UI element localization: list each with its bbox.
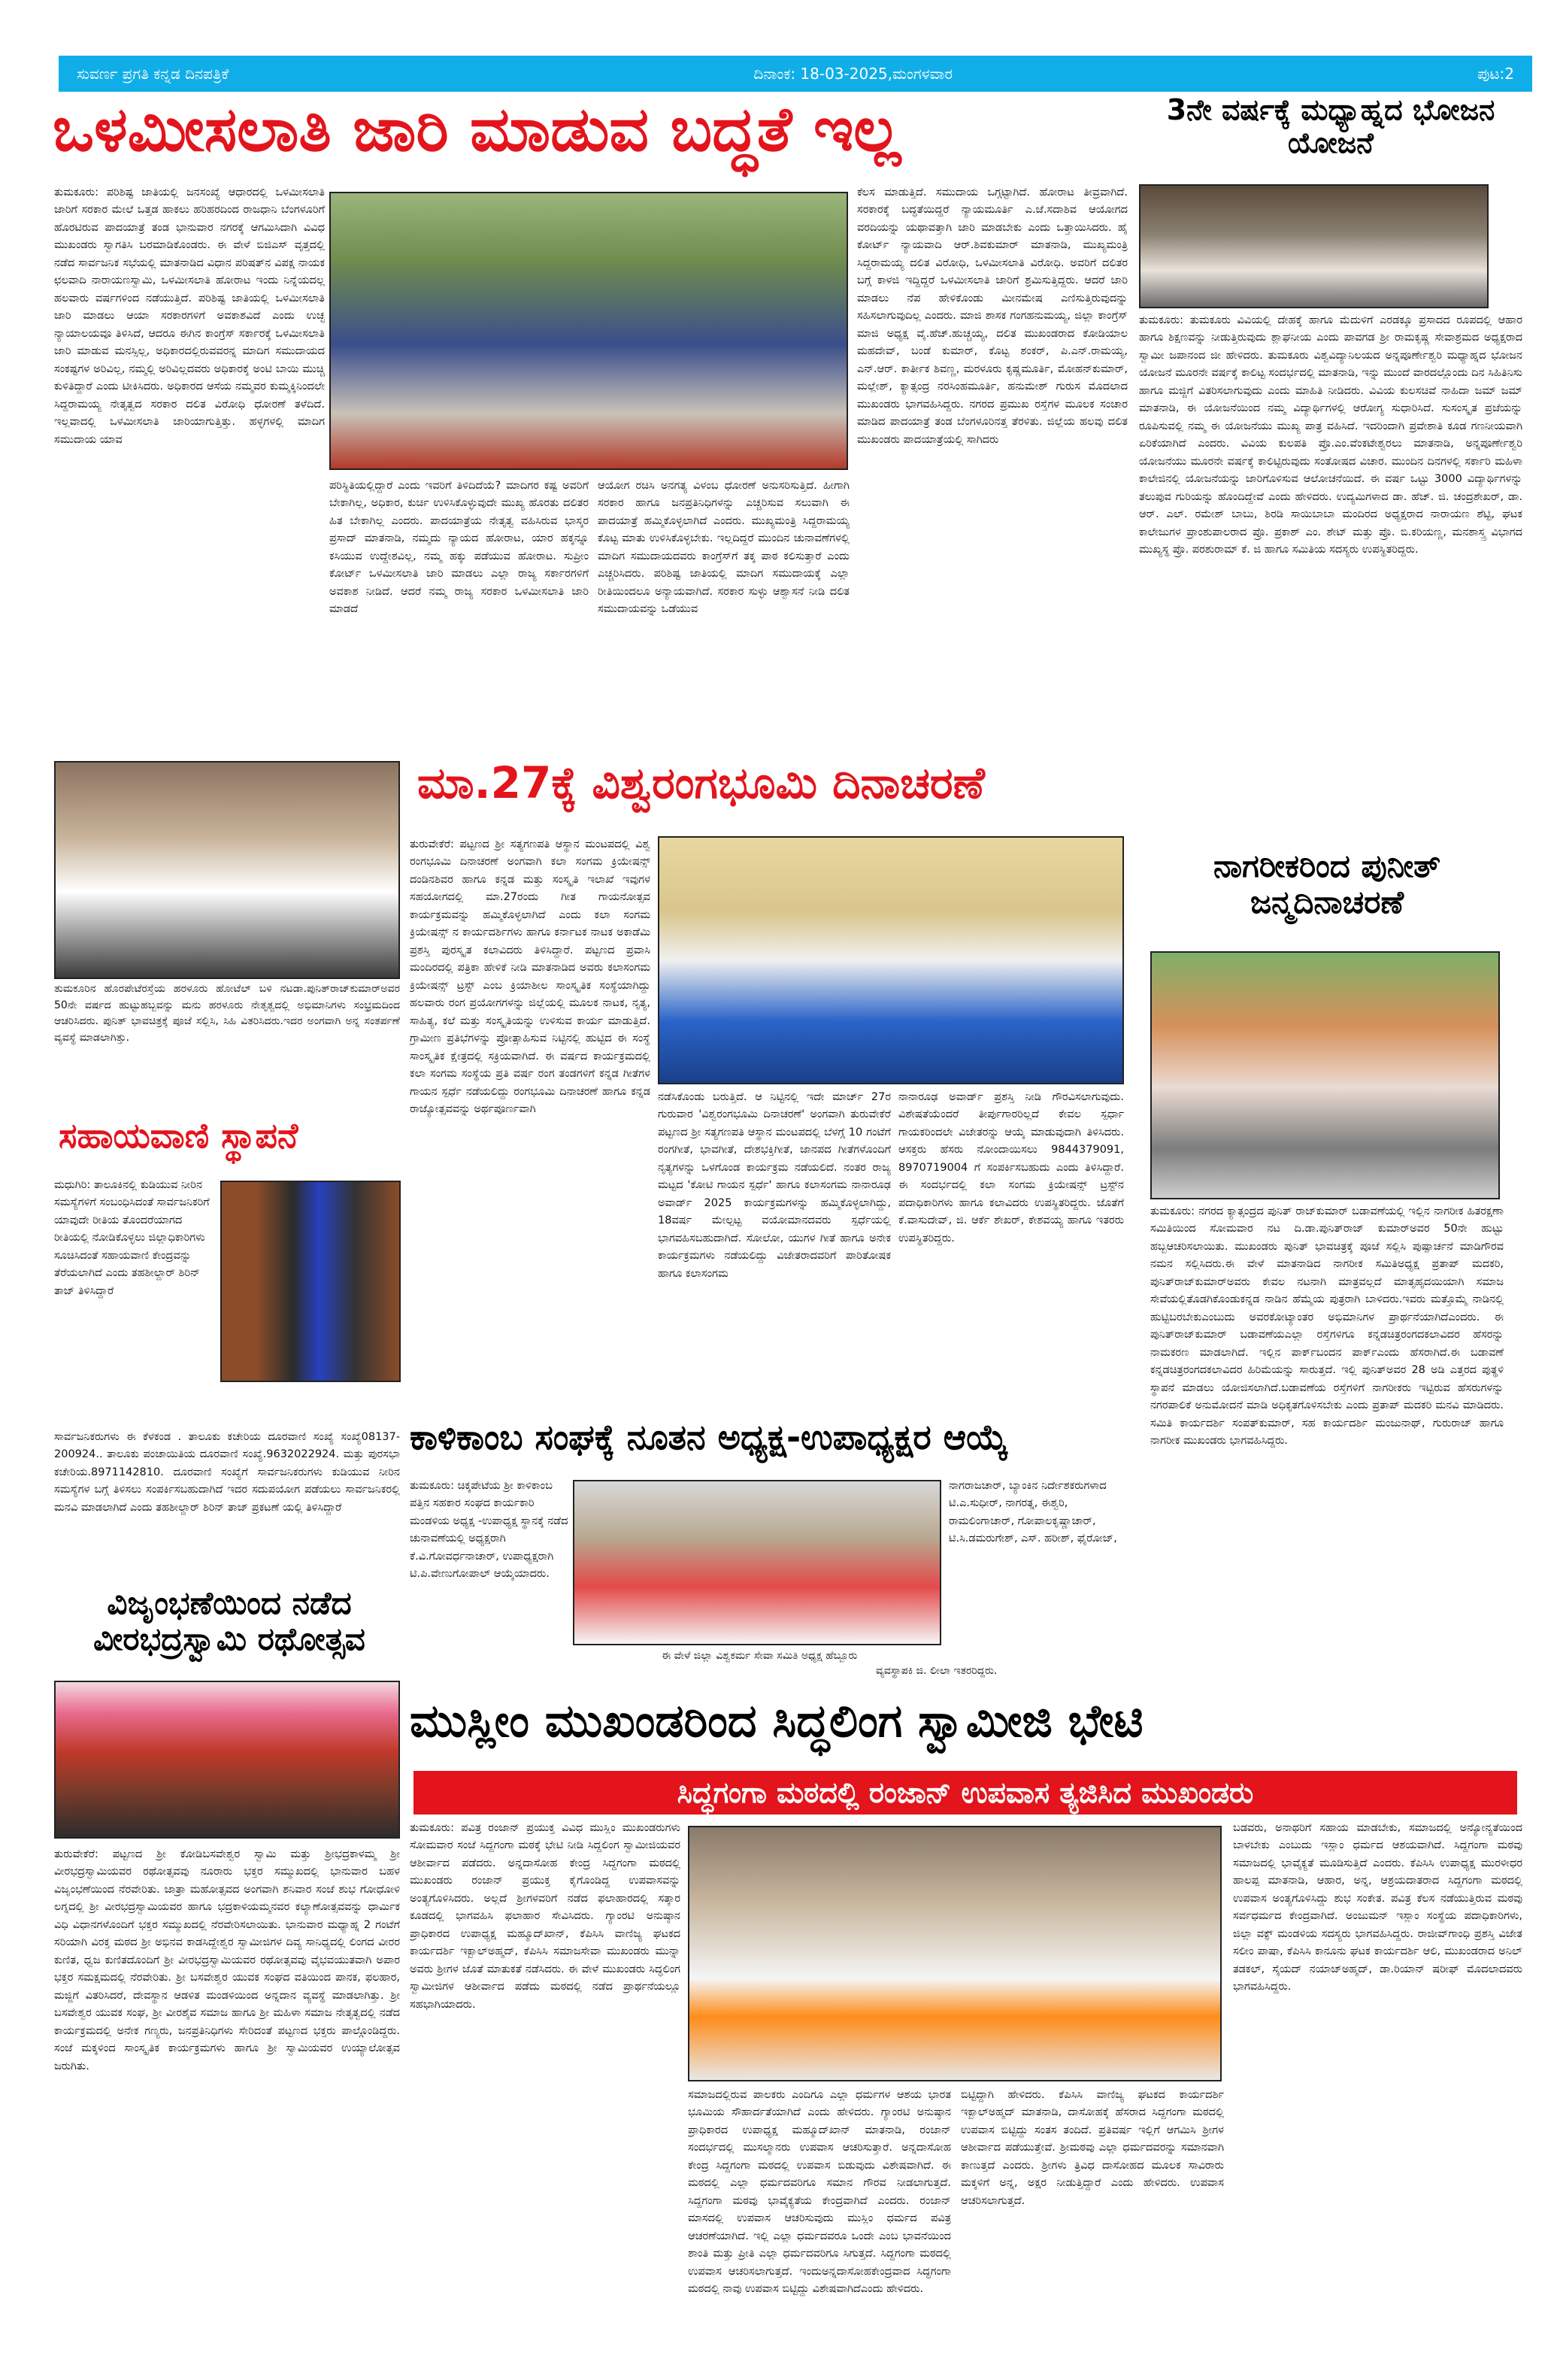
kalikamba-caption: ಈ ವೇಳೆ ಜಿಲ್ಲಾ ವಿಶ್ವಕರ್ಮ ಸೇವಾ ಸಮಿತಿ ಅಧ್ಯಕ್ಷ ಹೆಬ್ಬೂರು [662,1650,858,1662]
lead-headline: ಒಳಮೀಸಲಾತಿ ಜಾರಿ ಮಾಡುವ ಬದ್ಧತೆ ಇಲ್ಲ [53,96,901,165]
rathotsava-article: ತುರುವೇಕೆರೆ: ಪಟ್ಟಣದ ಶ್ರೀ ಕೋಡಿಬಸವೇಶ್ವರ ಸ್ವಾಮಿ ಮತ್ತು ಶ್ರೀಭದ್ರಕಾಳಮ್ಮ ಶ್ರೀ ವೀರಭದ್ರಸ್ವಾಮಿಯವರ ರಥೋತ್ಸವವು ನೂರಾರು ಭಕ್ತರ ಸಮ್ಮುಖದಲ್ಲಿ ಭಾನುವಾರ ಬಹಳ ವಿಜೃಂಭಣೆಯಿಂದ ನೆರವೇರಿತು. ಜಾತ್ರಾ ಮಹೋತ್ಸವದ ಅಂಗವಾಗಿ ಶನಿವಾರ ಸಂಜೆ ಶುಭ ಗೋಧೋಳಿ ಲಗ್ನದಲ್ಲಿ ಶ್ರೀ ವೀರಭದ್ರಸ್ವಾಮಿಯವರ ಹಾಗೂ ಭದ್ರಕಾಳಿಯಮ್ಮನವರ ಕಲ್ಯಾಣೋತ್ಸವವನ್ನು ಧಾರ್ಮಿಕ ವಿಧಿ ವಿಧಾನಗಳೊಂದಿಗೆ ಭಕ್ತರ ಸಮ್ಮುಖದಲ್ಲಿ ನೆರವೇರಿಸಲಾಯಿತು. ಭಾನುವಾರ ಮಧ್ಯಾಹ್ನ 2 ಗಂಟೆಗೆ ಸರಿಯಾಗಿ ವಿರಕ್ತ ಮಠದ ಶ್ರೀ ಅಭಿನವ ಕಾಡಸಿದ್ದೇಶ್ವರ ಸ್ವಾಮೀಜಿಗಳ ದಿವ್ಯ ಸಾನಿಧ್ಯದಲ್ಲಿ ಲಿಂಗದ ವೀರರ ಕುಣಿತ, ಧ್ವಜ ಕುಣಿತದೊಂದಿಗೆ ಶ್ರೀ ವೀರಭದ್ರಸ್ವಾಮಿಯವರ ರಥೋತ್ಸವವು ವೈಭವಯುತವಾಗಿ ಅಪಾರ ಭಕ್ತರ ಸಮಕ್ಷಮದಲ್ಲಿ ನೆರವೇರಿತು. ಶ್ರೀ ಬಸವೇಶ್ವರ ಯುವಕ ಸಂಘದ ವತಿಯಿಂದ ಪಾನಕ, ಫಲಹಾರ, ಮಜ್ಜಿಗೆ ವಿತರಿಸಿದರೆ, ದೇವಸ್ಥಾನ ಆಡಳಿತ ಮಂಡಳಿಯಿಂದ ಅನ್ನದಾನ ವ್ಯವಸ್ಥೆ ಮಾಡಲಾಗಿತ್ತು. ಶ್ರೀ ಬಸವೇಶ್ವರ ಯುವಕ ಸಂಘ, ಶ್ರೀ ವೀರಶೈವ ಸಮಾಜ ಹಾಗೂ ಶ್ರೀ ಮಹಿಳಾ ಸಮಾಜ ನೇತೃತ್ವದಲ್ಲಿ ನಡೆದ ಕಾರ್ಯಕ್ರಮದಲ್ಲಿ ಅನೇಕ ಗಣ್ಯರು, ಜನಪ್ರತಿನಿಧಿಗಳು ಸೇರಿದಂತೆ ಪಟ್ಟಣದ ಭಕ್ತರು ಪಾಲ್ಗೊಂಡಿದ್ದರು. ಸಂಜೆ ಮಕ್ಕಳಿಂದ ಸಾಂಸ್ಕೃತಿಕ ಕಾರ್ಯಕ್ರಮಗಳು ಹಾಗೂ ಶ್ರೀ ಸ್ವಾಮಿಯವರ ಉಯ್ಯಾಲೋತ್ಸವ ಜರುಗಿತು. [54,1848,400,2072]
rathotsava-photo [54,1681,400,1839]
kalikamba-tail: ವ್ಯವಸ್ಥಾಪಕಿ ಜಿ. ಲೀಲಾ ಇತರರಿದ್ದರು. [876,1665,998,1677]
siddaganga-article-col4: ಬಡವರು, ಅನಾಥರಿಗೆ ಸಹಾಯ ಮಾಡಬೇಕು, ಸಮಾಜದಲ್ಲಿ ಅನ್ಯೋನ್ಯತೆಯಿಂದ ಬಾಳಬೇಕು ಎಂಬುದು ಇಸ್ಲಾಂ ಧರ್ಮದ ಆಶಯವಾಗಿದೆ. ಸಿದ್ದಗಂಗಾ ಮಠವು ಸಮಾಜದಲ್ಲಿ ಭಾವೈಕ್ಯತೆ ಮೂಡಿಸುತ್ತಿದೆ ಎಂದರು. ಕೆಪಿಸಿಸಿ ಉಪಾಧ್ಯಕ್ಷ ಮುರಳೀಧರ ಹಾಲಪ್ಪ ಮಾತನಾಡಿ, ಆಹಾರ, ಅನ್ನ, ಆಶ್ರಯದಾತರಾದ ಸಿದ್ದಗಂಗಾ ಮಠದಲ್ಲಿ ಉಪವಾಸ ಅಂತ್ಯಗೊಳಿಸಿದ್ದು ಶುಭ ಸಂಕೇತ. ಪವಿತ್ರ ಕೆಲಸ ನಡೆಯುತ್ತಿರುವ ಮಠವು ಸರ್ವಧರ್ಮದ ಕೇಂದ್ರವಾಗಿದೆ. ಅಂಜುಮನ್ ಇಸ್ಲಾಂ ಸಂಸ್ಥೆಯ ಪದಾಧಿಕಾರಿಗಳು, ಜಿಲ್ಲಾ ವಕ್ಫ್ ಮಂಡಳಿಯ ಸದಸ್ಯರು ಭಾಗವಹಿಸಿದ್ದರು. ರಾಜೀವ್‌ಗಾಂಧಿ ಪ್ರಶಸ್ತಿ ವಿಜೇತ ಸಲೀಂ ಪಾಷಾ, ಕೆಪಿಸಿಸಿ ಕಾನೂನು ಘಟಕ ಕಾರ್ಯದರ್ಶಿ ಆಲಿ, ಮುಖಂಡರಾದ ಅನಿಲ್ ತಡಕಲ್, ಸೈಯದ್ ನಯಾಜ್‌ಅಹ್ಮದ್, ಡಾ.ರಿಯಾನ್ ಷರೀಫ್ ಮೊದಲಾದವರು ಭಾಗವಹಿಸಿದ್ದರು. [1233,1822,1522,1993]
lunch-headline: 3ನೇ ವರ್ಷಕ್ಕೆ ಮಧ್ಯಾಹ್ನದ ಭೋಜನ ಯೋಜನೆ [1166,93,1495,159]
kalikamba-photo [573,1480,941,1645]
kalikamba-article-left: ತುಮಕೂರು: ಚಿಕ್ಕಪೇಟೆಯ ಶ್ರೀ ಕಾಳಿಕಾಂಬ ಪತ್ತಿನ ಸಹಕಾರ ಸಂಘದ ಕಾರ್ಯಕಾರಿ ಮಂಡಳಿಯ ಅಧ್ಯಕ್ಷ -ಉಪಾಧ್ಯಕ್ಷ ಸ್ಥಾನಕ್ಕೆ ನಡೆದ ಚುನಾವಣೆಯಲ್ಲಿ ಅಧ್ಯಕ್ಷರಾಗಿ ಕೆ.ವಿ.ಗೋವರ್ಧನಾಚಾರ್, ಉಪಾಧ್ಯಕ್ಷರಾಗಿ ಟಿ.ಪಿ.ವೇಣುಗೋಪಾಲ್ ಆಯ್ಕೆಯಾದರು. [410,1480,568,1581]
issue-date: ದಿನಾಂಕ: 18-03-2025,ಮಂಗಳವಾರ [753,65,953,83]
lead-photo-rally [329,192,848,470]
puneeth-civic-photo [1150,951,1500,1199]
siddaganga-headline: ಮುಸ್ಲೀಂ ಮುಖಂಡರಿಂದ ಸಿದ್ಧಲಿಂಗ ಸ್ವಾಮೀಜಿ ಭೇಟಿ [410,1696,1144,1748]
theatre-photo [658,836,1124,1084]
theatre-headline: ಮಾ.27ಕ್ಕೆ ವಿಶ್ವರಂಗಭೂಮಿ ದಿನಾಚರಣೆ [417,759,985,808]
puneeth-hotel-caption: ತುಮಕೂರಿನ ಹೊರಪೇಟೆರಸ್ತೆಯ ಹರಳೂರು ಹೋಟೆಲ್ ಬಳಿ ನಟಡಾ.ಪುನಿತ್‌ರಾಜ್‌ಕುಮಾರ್‌ಅವರ 50ನೇ ವರ್ಷದ ಹುಟ್ಟುಹಬ್ಬವನ್ನು ಮನು ಹರಳೂರು ನೇತೃತ್ವದಲ್ಲಿ ಅಭಿಮಾನಿಗಳು ಸಂಭ್ರಮದಿಂದ ಆಚರಿಸಿದರು. ಪುನಿತ್ ಭಾವಚಿತ್ರಕ್ಕೆ ಪೂಜೆ ಸಲ್ಲಿಸಿ, ಸಿಹಿ ವಿತರಿಸಿದರು.ಇದರ ಅಂಗವಾಗಿ ಅನ್ನ ಸಂತರ್ಪಣೆ ವ್ಯವಸ್ಥೆ ಮಾಡಲಾಗಿತ್ತು. [54,983,400,1044]
puneeth-hotel-photo [54,761,400,979]
siddaganga-photo [688,1826,1222,2081]
puneeth-civic-article: ತುಮಕೂರು: ನಗರದ ಕ್ಯಾತ್ಸಂದ್ರದ ಪುನಿತ್ ರಾಜ್‌ಕುಮಾರ್ ಬಡಾವಣೆಯಲ್ಲಿ ಇಲ್ಲಿನ ನಾಗರೀಕ ಹಿತರಕ್ಷಣಾ ಸಮಿತಿಯಿಂದ ಸೋಮವಾರ ನಟ ದಿ.ಡಾ.ಪುನಿತ್‌ರಾಜ್ ಕುಮಾರ್‌ಅವರ 50ನೇ ಹುಟ್ಟು ಹಬ್ಬಆಚರಿಸಲಾಯಿತು. ಮುಖಂಡರು ಪುನಿತ್ ಭಾವಚಿತ್ರಕ್ಕೆ ಪೂಜೆ ಸಲ್ಲಿಸಿ ಪುಷ್ಪಾರ್ಚನೆ ಮಾಡಿಗೌರವ ನಮನ ಸಲ್ಲಿಸಿದರು.ಈ ವೇಳೆ ಮಾತನಾಡಿದ ನಾಗರೀಕ ಸಮಿತಿಅಧ್ಯಕ್ಷ ಪ್ರತಾಪ್ ಮದಕರಿ, ಪುನಿತ್‌ರಾಜ್‌ಕುಮಾರ್‌ಅವರು ಕೇವಲ ನಟನಾಗಿ ಮಾತ್ರವಲ್ಲದೆ ಮಾತೃಹೃದಯಿಯಾಗಿ ಸಮಾಜ ಸೇವೆಯಲ್ಲಿತೊಡಗಿಕೊಂಡುಕನ್ನಡ ನಾಡಿನ ಹೆಮ್ಮೆಯ ಪುತ್ರರಾಗಿ ಬಾಳಿದರು.ಇವರು ಮತ್ತೊಮ್ಮೆ ನಾಡಿನಲ್ಲಿ ಹುಟ್ಟಿಬರಬೇಕುಎಂಬುದು ಅವರಕೋಟ್ಯಾಂತರ ಅಭಿಮಾನಿಗಳ ಪ್ರಾರ್ಥನೆಯಾಗಿದೆಎಂದರು. ಈ ಪುನಿತ್‌ರಾಜ್‌ಕುಮಾರ್ ಬಡಾವಣೆಯಎಲ್ಲಾ ರಸ್ತೆಗಳಿಗೂ ಕನ್ನಡಚಿತ್ರರಂಗದಕಲಾವಿದರ ಹೆಸರನ್ನು ನಾಮಕರಣ ಮಾಡಲಾಗಿದೆ. ಇಲ್ಲಿನ ಪಾರ್ಕ್‌ಬಂದನ ಪಾರ್ಕ್‌ಎಂದು ಹೆಸರಾಗಿದೆ.ಈ ಬಡಾವಣೆ ಕನ್ನಡಚಿತ್ರರಂಗದಕಲಾವಿದರ ಹಿರಿಮೆಯನ್ನು ಸಾರುತ್ತದೆ. ಇಲ್ಲಿ ಪುನಿತ್‌ಅವರ 28 ಅಡಿ ಎತ್ತರದ ಪುತ್ಥಳಿ ಸ್ಥಾಪನೆ ಮಾಡಲು ಯೋಜಿಸಲಾಗಿದೆ.ಬಡಾವಣೆಯ ರಸ್ತೆಗಳಿಗೆ ನಾಗರೀಕರು ಇಟ್ಟಿರುವ ಹೆಸರುಗಳನ್ನು ನಗರಪಾಲಿಕೆ ಅನುಮೋದನೆ ಮಾಡಿ ಅಧಿಕೃತಗೊಳಿಸಬೇಕು ಎಂದು ಪ್ರತಾಪ್ ಮದಕರಿ ಮನವಿ ಮಾಡಿದರು. ಸಮಿತಿ ಕಾರ್ಯದರ್ಶಿ ಸಂಪತ್‌ಕುಮಾರ್, ಸಹ ಕಾರ್ಯದರ್ಶಿ ಮಂಜುನಾಥ್, ಗುರುರಾಜ್ ಹಾಗೂ ನಾಗರೀಕ ಮುಖಂಡರು ಭಾಗವಹಿಸಿದ್ದರು. [1150,1205,1504,1448]
paper-name: ಸುವರ್ಣ ಪ್ರಗತಿ ಕನ್ನಡ ದಿನಪತ್ರಿಕೆ [77,65,229,83]
masthead-bar [59,56,1532,92]
puneeth-civic-headline: ನಾಗರೀಕರಿಂದ ಪುನೀತ್ ಜನ್ಮದಿನಾಚರಣೆ [1213,847,1441,921]
siddaganga-subhead: ಸಿದ್ಧಗಂಗಾ ಮಠದಲ್ಲಿ ರಂಜಾನ್ ಉಪವಾಸ ತ್ಯಜಿಸಿದ ಮುಖಂಡರು [413,1771,1517,1815]
tahsildar-photo [220,1181,401,1382]
siddaganga-article-col3: ಬಿಟ್ಟಿದ್ದಾಗಿ ಹೇಳಿದರು. ಕೆಪಿಸಿಸಿ ವಾಣಿಜ್ಯ ಘಟಕದ ಕಾರ್ಯದರ್ಶಿ ಇಕ್ಬಾಲ್‌ಅಹ್ಮದ್ ಮಾತನಾಡಿ, ದಾಸೋಹಕ್ಕೆ ಹೆಸರಾದ ಸಿದ್ದಗಂಗಾ ಮಠದಲ್ಲಿ ಉಪವಾಸ ಬಿಟ್ಟಿದ್ದು ಸಂತಸ ತಂದಿದೆ. ಪ್ರತಿವರ್ಷ ಇಲ್ಲಿಗೆ ಆಗಮಿಸಿ ಶ್ರೀಗಳ ಆಶೀರ್ವಾದ ಪಡೆಯುತ್ತೇವೆ. ಶ್ರೀಮಠವು ಎಲ್ಲಾ ಧರ್ಮದವರನ್ನು ಸಮಾನವಾಗಿ ಕಾಣುತ್ತದೆ ಎಂದರು. ಶ್ರೀಗಳು ತ್ರಿವಿಧ ದಾಸೋಹದ ಮೂಲಕ ಸಾವಿರಾರು ಮಕ್ಕಳಿಗೆ ಅನ್ನ, ಅಕ್ಷರ ನೀಡುತ್ತಿದ್ದಾರೆ ಎಂದು ಹೇಳಿದರು. ಉಪವಾಸ ಆಚರಿಸಲಾಗುತ್ತದೆ. [961,2089,1224,2207]
lead-article-col2: ಪರಿಸ್ಥಿತಿಯಲ್ಲಿದ್ದಾರೆ ಎಂದು ಇವರಿಗೆ ತಿಳಿದಿದೆಯೆ? ಮಾದಿಗರ ಕಷ್ಟ ಅವರಿಗೆ ಬೇಕಾಗಿಲ್ಲ, ಅಧಿಕಾರ, ಕುರ್ಚಿ ಉಳಿಸಿಕೊಳ್ಳುವುದೇ ಮುಖ್ಯ ಹೊರತು ದಲಿತರ ಹಿತ ಬೇಕಾಗಿಲ್ಲ ಎಂದರು. ಪಾದಯಾತ್ರೆಯ ನೇತೃತ್ವ ವಹಿಸಿರುವ ಭಾಸ್ಕರ ಪ್ರಸಾದ್ ಮಾತನಾಡಿ, ನಮ್ಮದು ನ್ಯಾಯದ ಹೋರಾಟ, ಯಾರ ಹಕ್ಕನ್ನೂ ಕಸಿಯುವ ಉದ್ದೇಶವಿಲ್ಲ, ನಮ್ಮ ಹಕ್ಕು ಪಡೆಯುವ ಹೋರಾಟ. ಸುಪ್ರೀಂ ಕೋರ್ಟ್ ಒಳಮೀಸಲಾತಿ ಜಾರಿ ಮಾಡಲು ಎಲ್ಲಾ ರಾಜ್ಯ ಸರ್ಕಾರಗಳಿಗೆ ಅವಕಾಶ ನೀಡಿದೆ. ಆದರೆ ನಮ್ಮ ರಾಜ್ಯ ಸರಕಾರ ಒಳಮೀಸಲಾತಿ ಜಾರಿ ಮಾಡದೆ [329,480,589,616]
lead-article-col3: ಆಯೋಗ ರಚಿಸಿ ಅನಗತ್ಯ ವಿಳಂಬ ಧೋರಣೆ ಅನುಸರಿಸುತ್ತಿದೆ. ಹೀಗಾಗಿ ಸರಕಾರ ಹಾಗೂ ಜನಪ್ರತಿನಿಧಿಗಳನ್ನು ಎಚ್ಚರಿಸುವ ಸಲುವಾಗಿ ಈ ಪಾದಯಾತ್ರೆ ಹಮ್ಮಿಕೊಳ್ಳಲಾಗಿದೆ ಎಂದರು. ಮುಖ್ಯಮಂತ್ರಿ ಸಿದ್ದರಾಮಯ್ಯ ಕೊಟ್ಟ ಮಾತು ಉಳಿಸಿಕೊಳ್ಳಬೇಕು. ಇಲ್ಲದಿದ್ದರೆ ಮುಂದಿನ ಚುನಾವಣೆಗಳಲ್ಲಿ ಮಾದಿಗ ಸಮುದಾಯದವರು ಕಾಂಗ್ರೆಸ್‌ಗೆ ತಕ್ಕ ಪಾಠ ಕಲಿಸುತ್ತಾರೆ ಎಂದು ಎಚ್ಚರಿಸಿದರು. ಪರಿಶಿಷ್ಟ ಜಾತಿಯಲ್ಲಿ ಮಾದಿಗ ಸಮುದಾಯಕ್ಕೆ ಎಲ್ಲಾ ರೀತಿಯಿಂದಲೂ ಅನ್ಯಾಯವಾಗಿದೆ. ಸರಕಾರ ಸುಳ್ಳು ಆಶ್ವಾಸನೆ ನೀಡಿ ದಲಿತ ಸಮುದಾಯವನ್ನು ಒಡೆಯುವ [598,480,850,616]
lunch-photo [1139,184,1489,308]
rathotsava-headline: ವಿಜೃಂಭಣೆಯಿಂದ ನಡೆದ ವೀರಭದ್ರಸ್ವಾಮಿ ರಥೋತ್ಸವ [93,1584,365,1658]
kalikamba-article-right: ನಾಗರಾಜಚಾರ್, ಬ್ಯಾಂಕಿನ ನಿರ್ದೇಶಕರುಗಳಾದ ಟಿ.ಎ.ಸುಧೀರ್, ನಾಗರತ್ನ, ಈಶ್ವರಿ, ರಾಮಲಿಂಗಾಚಾರ್, ಗೋಪಾಲಕೃಷ್ಣಾಚಾರ್, ಟಿ.ಸಿ.ಡಮರುಗೇಶ್, ಎಸ್. ಹರೀಶ್, ಫೈರೋಜ್, [949,1480,1117,1545]
kalikamba-headline: ಕಾಳಿಕಾಂಬ ಸಂಘಕ್ಕೆ ನೂತನ ಅಧ್ಯಕ್ಷ-ಉಪಾಧ್ಯಕ್ಷರ ಆಯ್ಕೆ [410,1417,1008,1457]
helpline-headline: ಸಹಾಯವಾಣಿ ಸ್ಥಾಪನೆ [59,1117,298,1156]
theatre-article-col3: ನಾನಾರೂಢ ಅವಾರ್ಡ್ ಪ್ರಶಸ್ತಿ ನೀಡಿ ಗೌರವಿಸಲಾಗುವುದು. ವಿಶೇಷತೆಯೆಂದರೆ ತೀರ್ಪುಗಾರರಿಲ್ಲದೆ ಕೇವಲ ಸ್ಪರ್ಧಾ ಗಾಯಕರಿಂದಲೇ ವಿಜೇತರನ್ನು ಆಯ್ಕೆ ಮಾಡುವುದಾಗಿ ತಿಳಿಸಿದರು. ಆಸಕ್ತರು ಹೆಸರು ನೋಂದಾಯಿಸಲು 9844379091, 8970719004 ಗೆ ಸಂಪರ್ಕಿಸಬಹುದು ಎಂದು ತಿಳಿಸಿದ್ದಾರೆ. ಈ ಸಂದರ್ಭದಲ್ಲಿ ಕಲಾ ಸಂಗಮ ಕ್ರಿಯೇಷನ್ಸ್ ಟ್ರಸ್ಟ್‌ನ ಪದಾಧಿಕಾರಿಗಳು ಹಾಗೂ ಕಲಾವಿದರು ಉಪಸ್ಥಿತರಿದ್ದರು. ಜೊತೆಗೆ ಕೆ.ವಾಸುದೇವ್, ಜಿ. ಆರ್ಕೆ ಶೇಖರ್, ಕೇಶವಯ್ಯ ಹಾಗೂ ಇತರರು ಉಪಸ್ಥಿತರಿದ್ದರು. [898,1091,1124,1245]
lead-article-col4: ಕೆಲಸ ಮಾಡುತ್ತಿದೆ. ಸಮುದಾಯ ಒಗ್ಗಟ್ಟಾಗಿದೆ. ಹೋರಾಟ ತೀವ್ರವಾಗಿದೆ. ಸರಕಾರಕ್ಕೆ ಬದ್ಧತೆಯಿದ್ದರೆ ನ್ಯಾಯಮೂರ್ತಿ ಎ.ಜೆ.ಸದಾಶಿವ ಆಯೋಗದ ವರದಿಯನ್ನು ಯಥಾವತ್ತಾಗಿ ಜಾರಿ ಮಾಡಬೇಕು ಎಂದು ಒತ್ತಾಯಿಸಿದರು. ಹೈ ಕೋರ್ಟ್ ನ್ಯಾಯವಾದಿ ಆರ್.ಶಿವಕುಮಾರ್ ಮಾತನಾಡಿ, ಮುಖ್ಯಮಂತ್ರಿ ಸಿದ್ದರಾಮಯ್ಯ ದಲಿತ ವಿರೋಧಿ, ಒಳಮೀಸಲಾತಿ ವಿರೋಧಿ. ಅವರಿಗೆ ದಲಿತರ ಬಗ್ಗೆ ಕಾಳಜಿ ಇದ್ದಿದ್ದರೆ ಒಳಮೀಸಲಾತಿ ಜಾರಿಗೆ ಶ್ರಮಿಸುತ್ತಿದ್ದರು. ಆದರೆ ಜಾರಿ ಮಾಡಲು ನೆಪ ಹೇಳಿಕೊಂಡು ಮೀನಮೇಷ ಎಣಿಸುತ್ತಿರುವುದನ್ನು ಸಹಿಸಲಾಗುವುದಿಲ್ಲ ಎಂದರು. ಮಾಜಿ ಶಾಸಕ ಗಂಗಹನುಮಯ್ಯ, ಜಿಲ್ಲಾ ಕಾಂಗ್ರೆಸ್ ಮಾಜಿ ಅಧ್ಯಕ್ಷ ವೈ.ಹೆಚ್.ಹುಚ್ಚಯ್ಯ, ದಲಿತ ಮುಖಂಡರಾದ ಕೋಡಿಯಾಲ ಮಹದೇವ್, ಬಂಡೆ ಕುಮಾರ್, ಕೊಟ್ಟ ಶಂಕರ್, ಪಿ.ಎನ್.ರಾಮಯ್ಯ, ಎನ್.ಆರ್. ಕಾರ್ತೀಕ ಶಿವಣ್ಣ, ಮರಳೂರು ಕೃಷ್ಣಮೂರ್ತಿ, ಮೋಹನ್‌ಕುಮಾರ್, ಮಲ್ಲೇಶ್, ಕ್ಯಾತ್ಸಂದ್ರ ನರಸಿಂಹಮೂರ್ತಿ, ಹನುಮೇಶ್ ಗುರುಸ ಮೊದಲಾದ ಮುಖಂಡರು ಭಾಗವಹಿಸಿದ್ದರು. ನಗರದ ಪ್ರಮುಖ ರಸ್ತೆಗಳ ಮೂಲಕ ಸಂಚಾರ ಮಾಡಿದ ಪಾದಯಾತ್ರೆ ತಂಡ ಬೆಂಗಳೂರಿನತ್ತ ತೆರಳಿತು. ಜಿಲ್ಲೆಯ ಹಲವು ದಲಿತ ಮುಖಂಡರು ಪಾದಯಾತ್ರೆಯಲ್ಲಿ ಸಾಗಿದರು [857,186,1128,446]
page-number: ಪುಟ:2 [1477,65,1514,83]
lunch-article: ತುಮಕೂರು: ತುಮಕೂರು ವಿವಿಯಲ್ಲಿ ದೇಹಕ್ಕೆ ಹಾಗೂ ಮೆದುಳಿಗೆ ಎರಡಕ್ಕೂ ಪ್ರಸಾದದ ರೂಪದಲ್ಲಿ ಆಹಾರ ಹಾಗೂ ಶಿಕ್ಷಣವನ್ನು ನೀಡುತ್ತಿರುವುದು ಶ್ಲಾಘನೀಯ ಎಂದು ಪಾವಗಡ ಶ್ರೀ ರಾಮಕೃಷ್ಣ ಸೇವಾಶ್ರಮದ ಅಧ್ಯಕ್ಷರಾದ ಸ್ವಾಮೀ ಜಪಾನಂದ ಜೀ ಹೇಳಿದರು. ತುಮಕೂರು ವಿಶ್ವವಿದ್ಯಾನಿಲಯದ ಅನ್ನಪೂರ್ಣೇಶ್ವರಿ ಮಧ್ಯಾಹ್ನದ ಭೋಜನ ಯೋಜನೆ ಮೂರನೇ ವರ್ಷಕ್ಕೆ ಕಾಲಿಟ್ಟ ಸಂದರ್ಭದಲ್ಲಿ ಮಾತನಾಡಿ, ಇನ್ನು ಮುಂದೆ ವಾರದಲ್ಲೊಂದು ದಿನ ಸಿಹಿತಿನಿಸು ಹಾಗೂ ಮಜ್ಜಿಗೆ ವಿತರಿಸಲಾಗುವುದು ಎಂದು ಮಾಹಿತಿ ನೀಡಿದರು. ವಿವಿಯ ಕುಲಸಚಿವೆ ನಾಹಿದಾ ಜಮ್ ಜಮ್ ಮಾತನಾಡಿ, ಈ ಯೋಜನೆಯಿಂದ ನಮ್ಮ ವಿದ್ಯಾರ್ಥಿಗಳಲ್ಲಿ ಆರೋಗ್ಯ ಸುಧಾರಿಸಿದೆ. ಸುಸಂಸ್ಕೃತ ಪ್ರಜೆಯನ್ನು ರೂಪಿಸುವಲ್ಲಿ ನಮ್ಮ ಈ ಯೋಜನೆಯು ಮುಖ್ಯ ಪಾತ್ರ ವಹಿಸಿದೆ. ಇದರಿಂದಾಗಿ ಪ್ರವೇಶಾತಿ ಕೂಡ ಗಣನೀಯವಾಗಿ ಏರಿಕೆಯಾಗಿದೆ ಎಂದರು. ವಿವಿಯ ಕುಲಪತಿ ಪ್ರೊ.ಎಂ.ವೆಂಕಟೇಶ್ವರಲು ಮಾತನಾಡಿ, ಅನ್ನಪೂರ್ಣೇಶ್ವರಿ ಯೋಜನೆಯು ಮೂರನೇ ವರ್ಷಕ್ಕೆ ಕಾಲಿಟ್ಟಿರುವುದು ಸಂತೋಷದ ವಿಚಾರ. ಮುಂದಿನ ದಿನಗಳಲ್ಲಿ ಸರ್ಕಾರಿ ಮಹಿಳಾ ಕಾಲೇಜಿನಲ್ಲಿ ಯೋಜನೆಯನ್ನು ಜಾರಿಗೊಳಿಸುವ ಆಲೋಚನೆಯಿದೆ. ಈ ವರ್ಷ ಒಟ್ಟು 3000 ವಿದ್ಯಾರ್ಥಿಗಳನ್ನು ತಲುಪುವ ಗುರಿಯನ್ನು ಹೊಂದಿದ್ದೇವೆ ಎಂದು ಹೇಳಿದರು. ಉದ್ಯಮಿಗಳಾದ ಡಾ. ಹೆಚ್. ಜಿ. ಚಂದ್ರಶೇಖರ್, ಡಾ. ಆರ್. ಎಲ್. ರಮೇಶ್ ಬಾಬು, ಶಿರಡಿ ಸಾಯಿಬಾಬಾ ಮಂದಿರದ ಅಧ್ಯಕ್ಷರಾದ ನಾರಾಯಣ ಶೆಟ್ಟಿ, ಘಟಕ ಕಾಲೇಜುಗಳ ಪ್ರಾಂಶುಪಾಲರಾದ ಪ್ರೊ. ಪ್ರಕಾಶ್ ಎಂ. ಶೇಟ್ ಮತ್ತು ಪ್ರೊ. ಬಿ.ಕರಿಯಣ್ಣ, ಮನಶಾಸ್ತ್ರ ವಿಭಾಗದ ಮುಖ್ಯಸ್ಥ ಪ್ರೊ. ಪರಶುರಾಮ್ ಕೆ. ಜಿ ಹಾಗೂ ಸಮಿತಿಯ ಸದಸ್ಯರು ಉಪಸ್ಥಿತರಿದ್ದರು. [1139,314,1522,556]
theatre-article-col1: ತುರುವೇಕೆರೆ: ಪಟ್ಟಣದ ಶ್ರೀ ಸತ್ಯಗಣಪತಿ ಆಸ್ಥಾನ ಮಂಟಪದಲ್ಲಿ ವಿಶ್ವ ರಂಗಭೂಮಿ ದಿನಾಚರಣೆ ಅಂಗವಾಗಿ ಕಲಾ ಸಂಗಮ ಕ್ರಿಯೇಷನ್ಸ್ ದಂಡಿನಶಿವರ ಹಾಗೂ ಕನ್ನಡ ಮತ್ತು ಸಂಸ್ಕೃತಿ ಇಲಾಖೆ ಇವುಗಳ ಸಹಯೋಗದಲ್ಲಿ ಮಾ.27ರಂದು ಗೀತ ಗಾಯನೋತ್ಸವ ಕಾರ್ಯಕ್ರಮವನ್ನು ಹಮ್ಮಿಕೊಳ್ಳಲಾಗಿದೆ ಎಂದು ಕಲಾ ಸಂಗಮ ಕ್ರಿಯೇಷನ್ಸ್ ನ ಕಾರ್ಯದರ್ಶಿಗಳು ಹಾಗೂ ಕರ್ನಾಟಕ ನಾಟಕ ಅಕಾಡೆಮಿ ಪ್ರಶಸ್ತಿ ಪುರಸ್ಕೃತ ಕಲಾವಿದರು ತಿಳಿಸಿದ್ದಾರೆ. ಪಟ್ಟಣದ ಪ್ರವಾಸಿ ಮಂದಿರದಲ್ಲಿ ಪತ್ರಿಕಾ ಹೇಳಿಕೆ ನೀಡಿ ಮಾತನಾಡಿದ ಅವರು ಕಲಾಸಂಗಮ ಕ್ರಿಯೇಷನ್ಸ್ ಟ್ರಸ್ಟ್ ಎಂಬ ಕ್ರಿಯಾಶೀಲ ಸಾಂಸ್ಕೃತಿಕ ಸಂಸ್ಥೆಯಾಗಿದ್ದು ಹಲವಾರು ರಂಗ ಪ್ರಯೋಗಗಳನ್ನು ಜಿಲ್ಲೆಯಲ್ಲಿ ಮೂಲಕ ನಾಟಕ, ನೃತ್ಯ, ಸಾಹಿತ್ಯ, ಕಲೆ ಮತ್ತು ಸಂಸ್ಕೃತಿಯನ್ನು ಉಳಿಸುವ ಕಾರ್ಯ ಮಾಡುತ್ತಿದೆ. ಗ್ರಾಮೀಣ ಪ್ರತಿಭೆಗಳನ್ನು ಪ್ರೋತ್ಸಾಹಿಸುವ ನಿಟ್ಟಿನಲ್ಲಿ ಹುಟ್ಟಿದ ಈ ಸಂಸ್ಥೆ ಸಾಂಸ್ಕೃತಿಕ ಕ್ಷೇತ್ರದಲ್ಲಿ ಸಕ್ರಿಯವಾಗಿದೆ. ಈ ವರ್ಷದ ಕಾರ್ಯಕ್ರಮದಲ್ಲಿ ಕಲಾ ಸಂಗಮ ಸಂಸ್ಥೆಯ ಪ್ರತಿ ವರ್ಷ ರಂಗ ತಂಡಗಳಿಗೆ ಕನ್ನಡ ಗೀತೆಗಳ ಗಾಯನ ಸ್ಪರ್ಧೆ ನಡೆಯಲಿದ್ದು ರಂಗಭೂಮಿ ದಿನಾಚರಣೆ ಹಾಗೂ ಕನ್ನಡ ರಾಜ್ಯೋತ್ಸವವನ್ನು ಅರ್ಥಪೂರ್ಣವಾಗಿ [410,838,650,1116]
siddaganga-article-col1: ತುಮಕೂರು: ಪವಿತ್ರ ರಂಜಾನ್ ಪ್ರಯುಕ್ತ ವಿವಿಧ ಮುಸ್ಲಿಂ ಮುಖಂಡರುಗಳು ಸೋಮವಾರ ಸಂಜೆ ಸಿದ್ದಗಂಗಾ ಮಠಕ್ಕೆ ಭೇಟಿ ನೀಡಿ ಸಿದ್ದಲಿಂಗ ಸ್ವಾಮೀಜಿಯವರ ಆಶೀರ್ವಾದ ಪಡೆದರು. ಅನ್ನದಾಸೋಹ ಕೇಂದ್ರ ಸಿದ್ದಗಂಗಾ ಮಠದಲ್ಲಿ ಮುಖಂಡರು ರಂಜಾನ್ ಪ್ರಯುಕ್ತ ಕೈಗೊಂಡಿದ್ದ ಉಪವಾಸವನ್ನು ಅಂತ್ಯಗೊಳಿಸಿದರು. ಅಲ್ಲದೆ ಶ್ರೀಗಳವರಿಗೆ ನಡೆದ ಫಲಾಹಾರದಲ್ಲಿ ಸತ್ಕಾರ ಕೂಡದಲ್ಲಿ ಭಾಗವಹಿಸಿ ಫಲಾಹಾರ ಸೇವಿಸಿದರು. ಗ್ಯಾಂರಟಿ ಅನುಷ್ಠಾನ ಪ್ರಾಧಿಕಾರದ ಉಪಾಧ್ಯಕ್ಷ ಮಹ್ಮೂದ್‌ಖಾನ್, ಕೆಪಿಸಿಸಿ ವಾಣಿಜ್ಯ ಘಟಕದ ಕಾರ್ಯದರ್ಶಿ ಇಕ್ಬಾಲ್‌ಅಹ್ಮದ್, ಕೆಪಿಸಿಸಿ ಸಮಾಜಸೇವಾ ಮುಖಂಡರು ಮುನ್ನಾ ಅವರು ಶ್ರೀಗಳ ಜೊತೆ ಮಾತುಕತೆ ನಡೆಸಿದರು. ಈ ವೇಳೆ ಮುಖಂಡರು ಸಿದ್ಧಲಿಂಗ ಸ್ವಾಮೀಜಿಗಳ ಆಶೀರ್ವಾದ ಪಡೆದು ಮಠದಲ್ಲಿ ನಡೆದ ಪ್ರಾರ್ಥನೆಯಲ್ಲೂ ಸಹಭಾಗಿಯಾದರು. [410,1822,680,2011]
siddaganga-article-col2: ಸಮಾಜದಲ್ಲಿರುವ ಪಾಲಕರು ಎಂದಿಗೂ ಎಲ್ಲಾ ಧರ್ಮಗಳ ಆಶಯ ಭಾರತ ಭೂಮಿಯ ಸೌಹಾರ್ದತೆಯಾಗಿದೆ ಎಂದು ಹೇಳಿದರು. ಗ್ಯಾಂರಟಿ ಅನುಷ್ಠಾನ ಪ್ರಾಧಿಕಾರದ ಉಪಾಧ್ಯಕ್ಷ ಮಹ್ಮೂದ್‌ಖಾನ್ ಮಾತನಾಡಿ, ರಂಜಾನ್ ಸಂದರ್ಭದಲ್ಲಿ ಮುಸಲ್ಮಾನರು ಉಪವಾಸ ಆಚರಿಸುತ್ತಾರೆ. ಅನ್ನದಾಸೋಹ ಕೇಂದ್ರ ಸಿದ್ದಗಂಗಾ ಮಠದಲ್ಲಿ ಉಪವಾಸ ಬಿಡುವುದು ವಿಶೇಷವಾಗಿದೆ. ಈ ಮಠದಲ್ಲಿ ಎಲ್ಲಾ ಧರ್ಮದವರಿಗೂ ಸಮಾನ ಗೌರವ ನೀಡಲಾಗುತ್ತದೆ. ಸಿದ್ದಗಂಗಾ ಮಠವು ಭಾವೈಕ್ಯತೆಯ ಕೇಂದ್ರವಾಗಿದೆ ಎಂದರು. ರಂಜಾನ್ ಮಾಸದಲ್ಲಿ ಉಪವಾಸ ಆಚರಿಸುವುದು ಮುಸ್ಲಿಂ ಧರ್ಮದ ಪವಿತ್ರ ಆಚರಣೆಯಾಗಿದೆ. ಇಲ್ಲಿ ಎಲ್ಲಾ ಧರ್ಮದವರೂ ಒಂದೇ ಎಂಬ ಭಾವನೆಯಿಂದ ಶಾಂತಿ ಮತ್ತು ಪ್ರೀತಿ ಎಲ್ಲಾ ಧರ್ಮದವರಿಗೂ ಸಿಗುತ್ತದೆ. ಸಿದ್ದಗಂಗಾ ಮಠದಲ್ಲಿ ಉಪವಾಸ ಆಚರಿಸಲಾಗುತ್ತದೆ. ಇಂದುಅನ್ನದಾಸೋಹಕೇಂದ್ರವಾದ ಸಿದ್ಧಗಂಗಾ ಮಠದಲ್ಲಿ ನಾವು ಉಪವಾಸ ಬಿಟ್ಟಿದ್ದು ವಿಶೇಷವಾಗಿದೆಎಂದು ಹೇಳಿದರು. [688,2089,951,2296]
helpline-article-col: ಮಧುಗಿರಿ: ತಾಲೂಕಿನಲ್ಲಿ ಕುಡಿಯುವ ನೀರಿನ ಸಮಸ್ಯೆಗಳಿಗೆ ಸಂಬಂಧಿಸಿದಂತೆ ಸಾರ್ವಜನಿಕರಿಗೆ ಯಾವುದೇ ರೀತಿಯ ತೊಂದರೆಯಾಗದ ರೀತಿಯಲ್ಲಿ ನೋಡಿಕೊಳ್ಳಲು ಜಿಲ್ಲಾಧಿಕಾರಿಗಳು ಸೂಚಿಸಿದಂತೆ ಸಹಾಯವಾಣಿ ಕೇಂದ್ರವನ್ನು ತೆರೆಯಲಾಗಿದೆ ಎಂದು ತಹಶೀಲ್ದಾರ್ ಶಿರಿನ್ ತಾಜ್ ತಿಳಿಸಿದ್ದಾರೆ [54,1179,210,1297]
theatre-article-col2: ನಡೆಸಿಕೊಂಡು ಬರುತ್ತಿದೆ. ಆ ನಿಟ್ಟಿನಲ್ಲಿ ಇದೇ ಮಾರ್ಚ್ 27ರ ಗುರುವಾರ 'ವಿಶ್ವರಂಗಭೂಮಿ ದಿನಾಚರಣೆ' ಅಂಗವಾಗಿ ತುರುವೇಕೆರೆ ಪಟ್ಟಣದ ಶ್ರೀ ಸತ್ಯಗಣಪತಿ ಆಸ್ಥಾನ ಮಂಟಪದಲ್ಲಿ ಬೆಳಗ್ಗೆ 10 ಗಂಟೆಗೆ ರಂಗಗೀತೆ, ಭಾವಗೀತೆ, ದೇಶಭಕ್ತಿಗೀತೆ, ಜಾನಪದ ಗೀತೆಗಳೊಂದಿಗೆ ನೃತ್ಯಗಳನ್ನು ಒಳಗೊಂಡ ಕಾರ್ಯಕ್ರಮ ನಡೆಯಲಿದೆ. ನಂತರ ರಾಜ್ಯ ಮಟ್ಟದ 'ಕೋಟಿ ಗಾಯನ ಸ್ಪರ್ಧೆ' ಹಾಗೂ ಕಲಾಸಂಗಮ ನಾನಾರೂಢ ಅವಾರ್ಡ್ 2025 ಕಾರ್ಯಕ್ರಮಗಳನ್ನು ಹಮ್ಮಿಕೊಳ್ಳಲಾಗಿದ್ದು, 18ವರ್ಷ ಮೇಲ್ಪಟ್ಟ ವಯೋಮಾನದವರು ಸ್ಪರ್ಧೆಯಲ್ಲಿ ಭಾಗವಹಿಸಬಹುದಾಗಿದೆ. ಸೋಲೋ, ಯುಗಳ ಗೀತೆ ಹಾಗೂ ಅನೇಕ ಕಾರ್ಯಕ್ರಮಗಳು ನಡೆಯಲಿದ್ದು ವಿಜೇತರಾದವರಿಗೆ ಪಾರಿತೋಷಕ ಹಾಗೂ ಕಲಾಸಂಗಮ [658,1091,891,1280]
helpline-article-full: ಸಾರ್ವಜನಿಕರುಗಳು ಈ ಕೆಳಕಂಡ . ತಾಲೂಕು ಕಚೇರಿಯ ದೂರವಾಣಿ ಸಂಖ್ಯೆ ಸಂಖ್ಯೆ08137-200924.. ತಾಲೂಕು ಪಂಚಾಯಿತಿಯ ದೂರವಾಣಿ ಸಂಖ್ಯೆ.9632022924. ಮತ್ತು ಪುರಸಭಾ ಕಚೇರಿಯ.8971142810. ದೂರವಾಣಿ ಸಂಖ್ಯೆಗೆ ಸಾರ್ವಜನಿಕರುಗಳು ಕುಡಿಯುವ ನೀರಿನ ಸಮಸ್ಯೆಗಳ ಬಗ್ಗೆ ತಿಳಿಸಲು ಸಂಪರ್ಕಿಸಬಹುದಾಗಿದೆ ಇದರ ಸದುಪಯೋಗ ಪಡೆಯಲು ಸಾರ್ವಜನಿಕರಲ್ಲಿ ಮನವಿ ಮಾಡಲಾಗಿದೆ ಎಂದು ತಹಶೀಲ್ದಾರ್ ಶಿರಿನ್ ತಾಜ್ ಪ್ರಕಟಣೆ ಯಲ್ಲಿ ತಿಳಿಸಿದ್ದಾರೆ [54,1431,400,1514]
lead-article-col1: ತುಮಕೂರು: ಪರಿಶಿಷ್ಟ ಜಾತಿಯಲ್ಲಿ ಜನಸಂಖ್ಯೆ ಆಧಾರದಲ್ಲಿ ಒಳಮೀಸಲಾತಿ ಜಾರಿಗೆ ಸರಕಾರ ಮೇಲೆ ಒತ್ತಡ ಹಾಕಲು ಹರಿಹರದಿಂದ ರಾಜಧಾನಿ ಬೆಂಗಳೂರಿಗೆ ಹೊರಟಿರುವ ಪಾದಯಾತ್ರೆ ತಂಡ ಭಾನುವಾರ ನಗರಕ್ಕೆ ಆಗಮಿಸಿದಾಗಿ ವಿವಿಧ ಮುಖಂಡರು ಸ್ವಾಗತಿಸಿ ಬರಮಾಡಿಕೊಂಡರು. ಈ ವೇಳೆ ಬಿಜಿಎಸ್ ವೃತ್ತದಲ್ಲಿ ನಡೆದ ಸಾರ್ವಜನಿಕ ಸಭೆಯಲ್ಲಿ ಮಾತನಾಡಿದ ವಿಧಾನ ಪರಿಷತ್‌ನ ವಿಪಕ್ಷ ನಾಯಕ ಛಲವಾದಿ ನಾರಾಯಣಸ್ವಾಮಿ, ಒಳಮೀಸಲಾತಿ ಹೋರಾಟ ಇಂದು ನಿನ್ನೆಯದಲ್ಲ ಹಲವಾರು ವರ್ಷಗಳಿಂದ ನಡೆಯುತ್ತಿದೆ. ಪರಿಶಿಷ್ಟ ಜಾತಿಯಲ್ಲಿ ಒಳಮೀಸಲಾತಿ ಜಾರಿ ಮಾಡಲು ಆಯಾ ಸರಕಾರಗಳಿಗೆ ಅವಕಾಶವಿದೆ ಎಂದು ಉಚ್ಛ ನ್ಯಾಯಾಲಯವೂ ತಿಳಿಸಿದೆ, ಆದರೂ ಈಗಿನ ಕಾಂಗ್ರೆಸ್ ಸರ್ಕಾರಕ್ಕೆ ಒಳಮೀಸಲಾತಿ ಜಾರಿ ಮಾಡುವ ಮನಸ್ಸಿಲ್ಲ, ಅಧಿಕಾರದಲ್ಲಿರುವವರನ್ನ ಮಾದಿಗ ಸಮುದಾಯದ ಸಂಕಷ್ಟಗಳ ಅರಿವಿಲ್ಲ, ನಮ್ಮಲ್ಲಿ ಅರಿವಿಲ್ಲದವರು ಅಧಿಕಾರಕ್ಕೆ ಅಂಟಿ ಬಾಯಿ ಮುಚ್ಚಿ ಕುಳಿತಿದ್ದಾರೆ ಎಂದು ಟೀಕಿಸಿದರು. ಅಧಿಕಾರದ ಆಸೆಯ ನಮ್ಮವರ ಕುಮ್ಮಕ್ಕಿನಿಂದಲೇ ಸಿದ್ದರಾಮಯ್ಯ ನೇತೃತ್ವದ ಸರಕಾರ ದಲಿತ ವಿರೋಧಿ ಧೋರಣೆ ತಳೆದಿದೆ. ಇಲ್ಲವಾದಲ್ಲಿ ಒಳಮೀಸಲಾತಿ ಜಾರಿಯಾಗುತ್ತಿತ್ತು. ಹಳ್ಳಗಳಲ್ಲಿ ಮಾದಿಗ ಸಮುದಾಯ ಯಾವ [54,186,325,446]
